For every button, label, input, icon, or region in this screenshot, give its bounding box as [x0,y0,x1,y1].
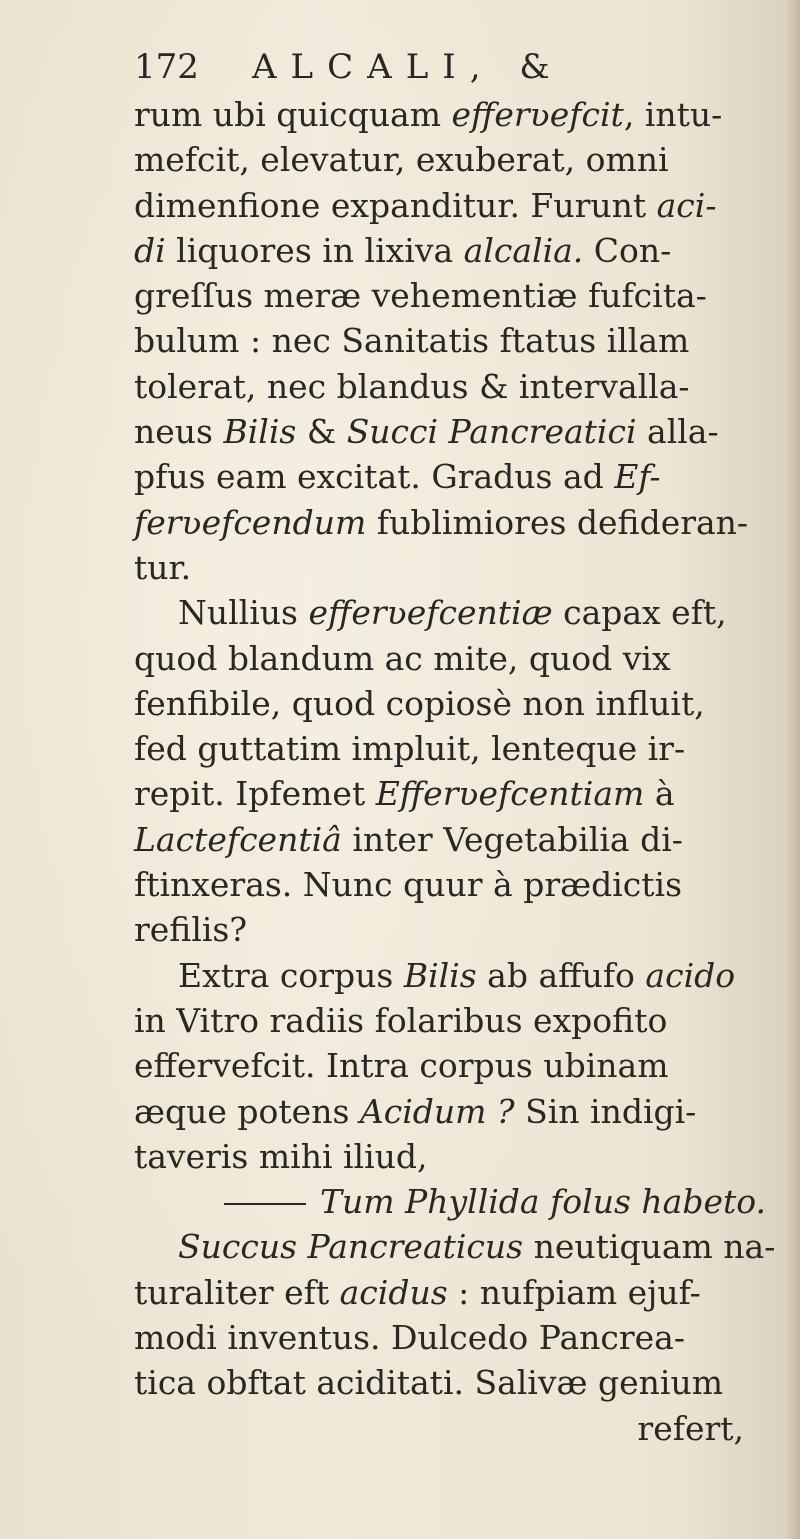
text-line [134,1134,774,1179]
text-segment: tur. [134,547,192,587]
text-line [134,726,774,771]
italic-text: di [134,230,166,270]
text-line [134,907,774,952]
text-line [134,862,774,907]
text-segment: refert, [637,1408,744,1448]
italic-text: Lactefcentiâ [134,819,342,859]
text-line [134,1360,774,1405]
text-segment: : nufpiam ejuf- [447,1272,701,1312]
text-segment: æque potens [134,1091,360,1131]
text-line [134,409,774,454]
text-line [134,92,774,137]
text-line [134,636,774,681]
text-line [134,1270,774,1315]
text-segment: rum ubi quicquam [134,95,452,134]
text-segment: fed guttatim impluit, lenteque ir- [134,729,686,769]
text-segment: à [644,774,675,814]
text-line [134,817,774,862]
text-segment: mefcit, elevatur, exuberat, omni [134,140,669,180]
text-segment: fenfibile, quod copiosè non influit, [134,683,705,723]
text-segment: alla- [636,412,719,452]
text-line [134,318,774,363]
italic-text: Succi Pancreatici [346,412,637,452]
italic-text: Succus Pancreaticus [178,1227,524,1267]
text-line [134,953,774,998]
italic-text: alcalia. [463,230,584,270]
text-line [134,273,774,318]
italic-text: Bilis [403,955,477,995]
text-line [134,183,774,228]
text-segment: neutiquam na- [523,1227,776,1267]
text-segment: ab affufo [476,955,646,995]
text-segment: greſſus meræ vehementiæ fufcita- [134,276,707,316]
text-segment: , intu- [623,95,723,134]
italic-text: efferʋefcentiæ [308,593,553,633]
italic-text: acidus [339,1272,448,1312]
text-segment: turaliter eft [134,1272,340,1312]
page-header [134,42,754,92]
text-segment: repit. Ipfemet [134,774,376,814]
text-line [134,364,774,409]
text-line [134,1179,774,1224]
text-segment: effervefcit. Intra corpus ubinam [134,1046,669,1086]
text-segment: dimenfione expanditur. Furunt [134,185,657,225]
text-line [134,771,774,816]
text-segment: inter Vegetabilia di- [341,819,683,859]
page-number: 172 [134,47,199,87]
italic-text: Acidum ? [359,1091,515,1131]
text-line [134,1406,774,1451]
text-line [134,590,774,635]
body-text [134,92,774,1451]
dash-rule [224,1203,306,1205]
text-line [134,1315,774,1360]
text-line [134,998,774,1043]
text-segment: Extra corpus [178,955,404,995]
italic-text: acido [645,955,736,995]
text-line [134,1089,774,1134]
text-segment: tica obftat aciditati. Salivæ genium [134,1363,724,1403]
text-segment: pfus eam excitat. Gradus ad [134,457,615,497]
text-segment: in Vitro radiis folaribus expofito [134,1000,668,1040]
italic-text: Efferʋefcentiam [375,774,645,814]
text-segment: ftinxeras. Nunc quur à prædictis [134,865,683,905]
italic-text: aci- [656,185,717,225]
text-line [134,500,774,545]
italic-text: Ef- [614,457,661,497]
text-segment: bulum : nec Sanitatis ftatus illam [134,321,690,361]
page-edge-shadow [786,0,800,1539]
running-title: ALCALI, & [252,47,564,87]
text-line [134,1224,774,1269]
italic-text: Tum Phyllida folus habeto. [320,1182,767,1222]
text-segment: refilis? [134,910,248,950]
text-segment: taveris mihi iliud, [134,1136,428,1176]
text-segment: & [296,412,347,452]
text-segment: Sin indigi- [514,1091,697,1131]
text-line [134,454,774,499]
text-line [134,1043,774,1088]
text-line [134,681,774,726]
text-segment: fublimiores defideran- [366,502,749,542]
text-segment: modi inventus. Dulcedo Pancrea- [134,1318,686,1358]
text-segment: Con- [583,230,672,270]
text-line [134,137,774,182]
text-segment: tolerat, nec blandus & intervalla- [134,366,690,406]
text-segment: liquores in lixiva [165,230,464,270]
text-segment: Nullius [178,593,309,633]
text-segment: neus [134,412,224,452]
text-line [134,545,774,590]
text-segment: capax eft, [552,593,727,633]
italic-text: ferʋefcendum [134,502,367,542]
text-segment: quod blandum ac mite, quod vix [134,638,671,678]
italic-text: Bilis [223,412,297,452]
italic-text: efferʋefcit [451,95,624,134]
text-line [134,228,774,273]
